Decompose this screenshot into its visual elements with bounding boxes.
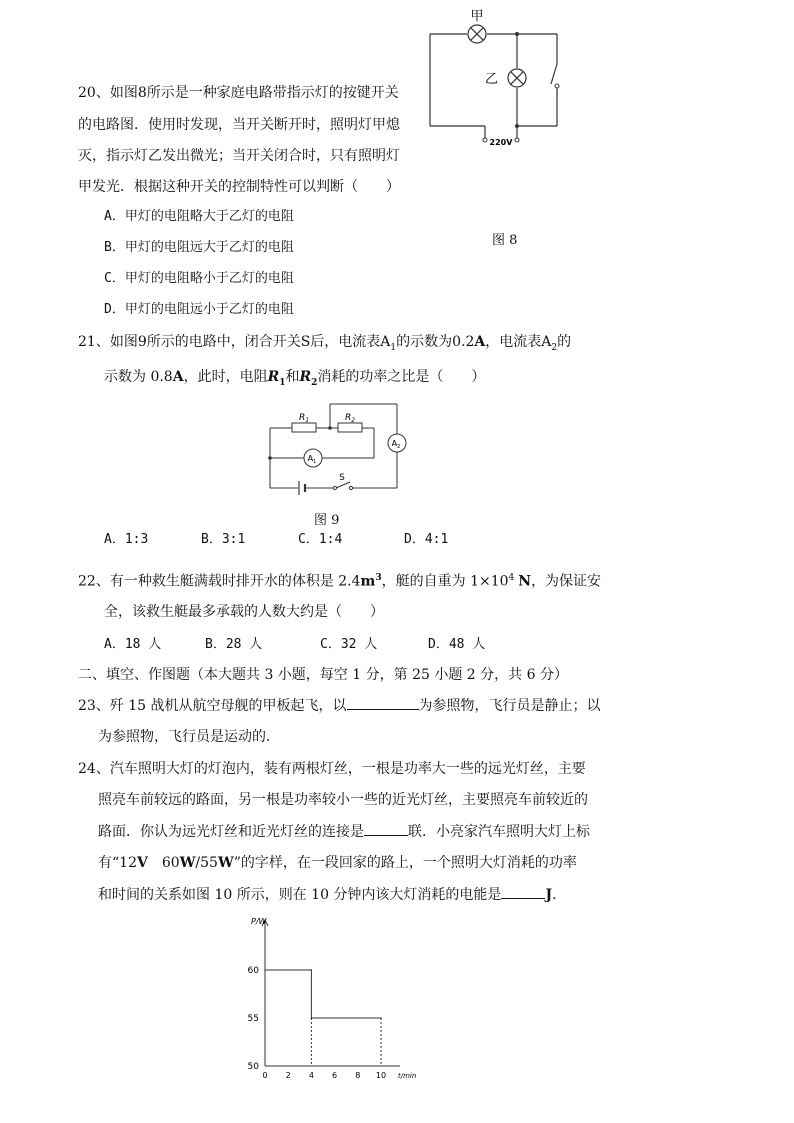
x-tick-label: 10 [375, 1071, 387, 1080]
y-axis-label: P/W [251, 917, 267, 926]
x-tick-label: 8 [355, 1071, 361, 1080]
power-series-line [265, 970, 381, 1018]
q23-line-1: 23、歼 15 战机从航空母舰的甲板起飞，以 为参照物，飞行员是静止；以 [78, 698, 601, 714]
q22-option-a[interactable]: A．18 人 [104, 637, 162, 652]
data-point [264, 969, 266, 971]
q24-line-3: 路面．你认为远光灯丝和近光灯丝的连接是 联．小亮家汽车照明大灯上标 [98, 824, 590, 840]
q24-line-1: 24、汽车照明大灯的灯泡内，装有两根灯丝，一根是功率大一些的远光灯丝，主要 [78, 761, 586, 777]
x-tick-label: 4 [308, 1071, 314, 1080]
label-r1: $R_1$ [298, 413, 310, 424]
q21-option-c[interactable]: C．1:4 [298, 532, 343, 547]
lamp-jia-icon [468, 25, 486, 43]
figure-10-chart [240, 912, 440, 1092]
label-switch-s: S [339, 473, 345, 483]
q22-line-2: 全，该救生艇最多承载的人数大约是（ ） [104, 604, 384, 620]
y-tick-label: 55 [247, 1014, 259, 1024]
battery-icon [299, 481, 305, 495]
section-2-heading: 二、填空、作图题（本大题共 3 小题，每空 1 分，第 25 小题 2 分，共 6 分） [78, 667, 568, 683]
q21-line-2: 示数为 0.8A，此时，电阻$R_1$和$R_2$消耗的功率之比是（ ） [104, 369, 486, 388]
q20-option-b[interactable]: B．甲灯的电阻远大于乙灯的电阻 [104, 240, 294, 255]
q22-option-d[interactable]: D．48 人 [428, 637, 486, 652]
q24-blank-1[interactable] [364, 823, 408, 836]
q20-line-3: 灭，指示灯乙发出微光；当开关闭合时，只有照明灯 [78, 148, 400, 164]
q22-line-1: 22、有一种救生艇满载时排开水的体积是 $2.4m^3$，艇的自重为 $1\times 10^4$ N，为保证安 [78, 573, 602, 590]
y-tick-label: 50 [247, 1062, 259, 1072]
q22-option-b[interactable]: B．28 人 [205, 637, 263, 652]
label-a2: $A_2$ [391, 439, 401, 450]
q21-option-b[interactable]: B．3:1 [201, 532, 246, 547]
q24-blank-2[interactable] [501, 886, 545, 899]
label-yi: 乙 [484, 72, 498, 87]
q20-line-1: 20、如图8所示是一种家庭电路带指示灯的按键开关 [78, 85, 399, 101]
lamp-yi-icon [508, 69, 526, 87]
q21-option-a[interactable]: A．1:3 [104, 532, 149, 547]
q20-option-c[interactable]: C．甲灯的电阻略小于乙灯的电阻 [104, 271, 294, 286]
label-a1: $A_1$ [307, 454, 317, 465]
q21-line-1: 21、如图9所示的电路中，闭合开关S后，电流表$A_1$的示数为0.2A，电流表$A_2$的 [78, 334, 572, 353]
y-tick-label: 60 [247, 966, 259, 976]
label-jia: 甲 [470, 9, 484, 24]
q20-line-4: 甲发光．根据这种开关的控制特性可以判断（ ） [78, 179, 400, 195]
figure-8-caption: 图 8 [492, 233, 518, 248]
figure-9-circuit [262, 400, 412, 500]
data-point [311, 969, 313, 971]
q21-option-d[interactable]: D．4:1 [404, 532, 449, 547]
figure-8-circuit [420, 6, 580, 151]
q23-line-2: 为参照物，飞行员是运动的． [98, 729, 280, 745]
q20-option-a[interactable]: A．甲灯的电阻略大于乙灯的电阻 [104, 209, 294, 224]
q23-blank-1[interactable] [347, 697, 419, 710]
figure-9-caption: 图 9 [314, 513, 340, 528]
q22-option-c[interactable]: C．32 人 [320, 637, 378, 652]
x-tick-label: 0 [262, 1071, 268, 1080]
q24-line-4: 有“12V 60W/55W”的字样，在一段回家的路上，一个照明大灯消耗的功率 [98, 855, 577, 871]
q24-line-5: 和时间的关系如图 10 所示，则在 10 分钟内该大灯消耗的电能是 J． [98, 887, 567, 903]
x-tick-label: 2 [285, 1071, 291, 1080]
q20-line-2: 的电路图．使用时发现，当开关断开时，照明灯甲熄 [78, 117, 400, 133]
label-r2: $R_2$ [344, 413, 356, 424]
q24-line-2: 照亮车前较远的路面，另一根是功率较小一些的近光灯丝，主要照亮车前较近的 [98, 792, 588, 808]
x-axis-label: t/min [398, 1072, 417, 1080]
label-voltage: 220V [489, 138, 513, 147]
switch-icon [555, 84, 559, 88]
q20-option-d[interactable]: D．甲灯的电阻远小于乙灯的电阻 [104, 302, 294, 317]
x-tick-label: 6 [332, 1071, 338, 1080]
